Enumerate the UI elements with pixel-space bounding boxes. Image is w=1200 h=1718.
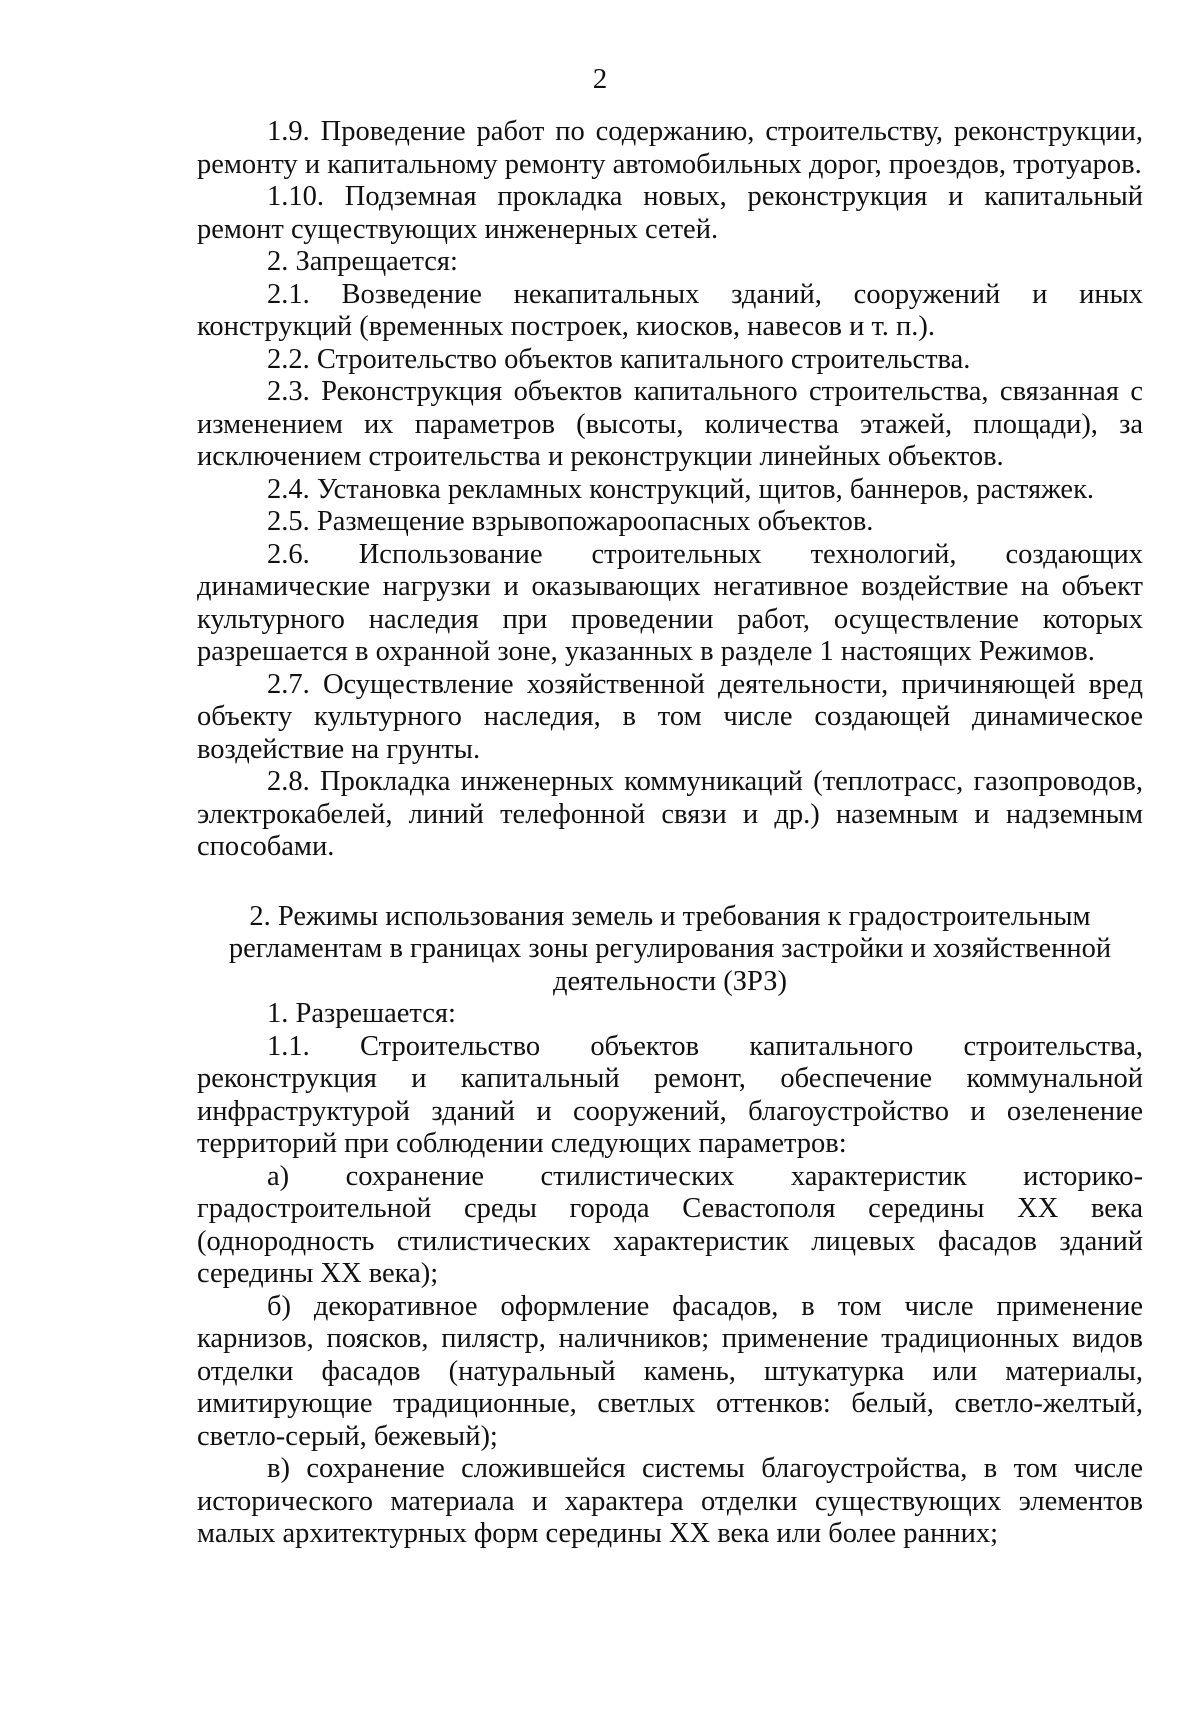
paragraph-2-5: 2.5. Размещение взрывопожароопасных объектов. <box>267 506 874 537</box>
document-body <box>197 116 1143 1551</box>
section-title <box>197 901 1143 999</box>
paragraph-2-8: 2.8. Прокладка инженерных коммуникаций (теплотрасс, газопроводов, электрокабелей, линий телефонной связи и др.) наземным и надземным способами. <box>197 766 1143 862</box>
paragraph-v: в) сохранение сложившейся системы благоустройства, в том числе исторического материала и характера отделки существующих элементов малых архитектурных форм середины XX века или более ранних; <box>197 1453 1143 1549</box>
section-title-line-3: деятельности (ЗРЗ) <box>552 965 787 997</box>
page-number: 2 <box>592 63 608 95</box>
paragraph-1-10: 1.10. Подземная прокладка новых, реконструкция и капитальный ремонт существующих инженерных сетей. <box>197 181 1143 245</box>
paragraph-b: б) декоративное оформление фасадов, в том числе применение карнизов, поясков, пилястр, наличников; применение традиционных видов отделки фасадов (натуральный камень, штукатурка или материалы, имитирующие традиционные, светлых оттенков: белый, светло-желтый, светло-серый, бежевый); <box>197 1290 1143 1452</box>
paragraph-2-2: 2.2. Строительство объектов капитального строительства. <box>267 343 971 375</box>
paragraph-2-3: 2.3. Реконструкция объектов капитального строительства, связанная с изменением их параметров (высоты, количества этажей, площади), за исключением строительства и реконструкции линейных объектов. <box>197 376 1143 472</box>
section-title-line-1: 2. Режимы использования земель и требования к градостроительным <box>249 900 1091 932</box>
paragraph-1-9: 1.9. Проведение работ по содержанию, строительству, реконструкции, ремонту и капитальному ремонту автомобильных дорог, проездов, тротуаров. <box>197 116 1143 180</box>
paragraph-1-allowed: 1. Разрешается: <box>267 998 456 1029</box>
paragraph-2-4: 2.4. Установка рекламных конструкций, щитов, баннеров, растяжек. <box>267 473 1095 505</box>
paragraph-2-7: 2.7. Осуществление хозяйственной деятельности, причиняющей вред объекту культурного наследия, в том числе создающей динамическое воздействие на грунты. <box>197 668 1143 765</box>
paragraph-2-6: 2.6. Использование строительных технологий, создающих динамические нагрузки и оказывающих негативное воздействие на объект культурного наследия при проведении работ, осуществление которых разрешается в охранной зоне, указанных в разделе 1 настоящих Режимов. <box>197 538 1143 667</box>
paragraph-1-1: 1.1. Строительство объектов капитального строительства, реконструкция и капитальный ремонт, обеспечение коммунальной инфраструктурой зданий и сооружений, благоустройство и озеленение территорий при соблюдении следующих параметров: <box>197 1030 1143 1159</box>
section-title-line-2: регламентам в границах зоны регулирования застройки и хозяйственной <box>228 933 1112 964</box>
paragraph-a: а) сохранение стилистических характеристик историко-градостроительной среды города Севастополя середины XX века (однородность стилистических характеристик лицевых фасадов зданий середины XX века); <box>197 1160 1143 1289</box>
paragraph-2-1: 2.1. Возведение некапитальных зданий, сооружений и иных конструкций (временных построек, киосков, навесов и т. п.). <box>197 278 1143 342</box>
paragraph-2-prohibited: 2. Запрещается: <box>267 246 458 277</box>
